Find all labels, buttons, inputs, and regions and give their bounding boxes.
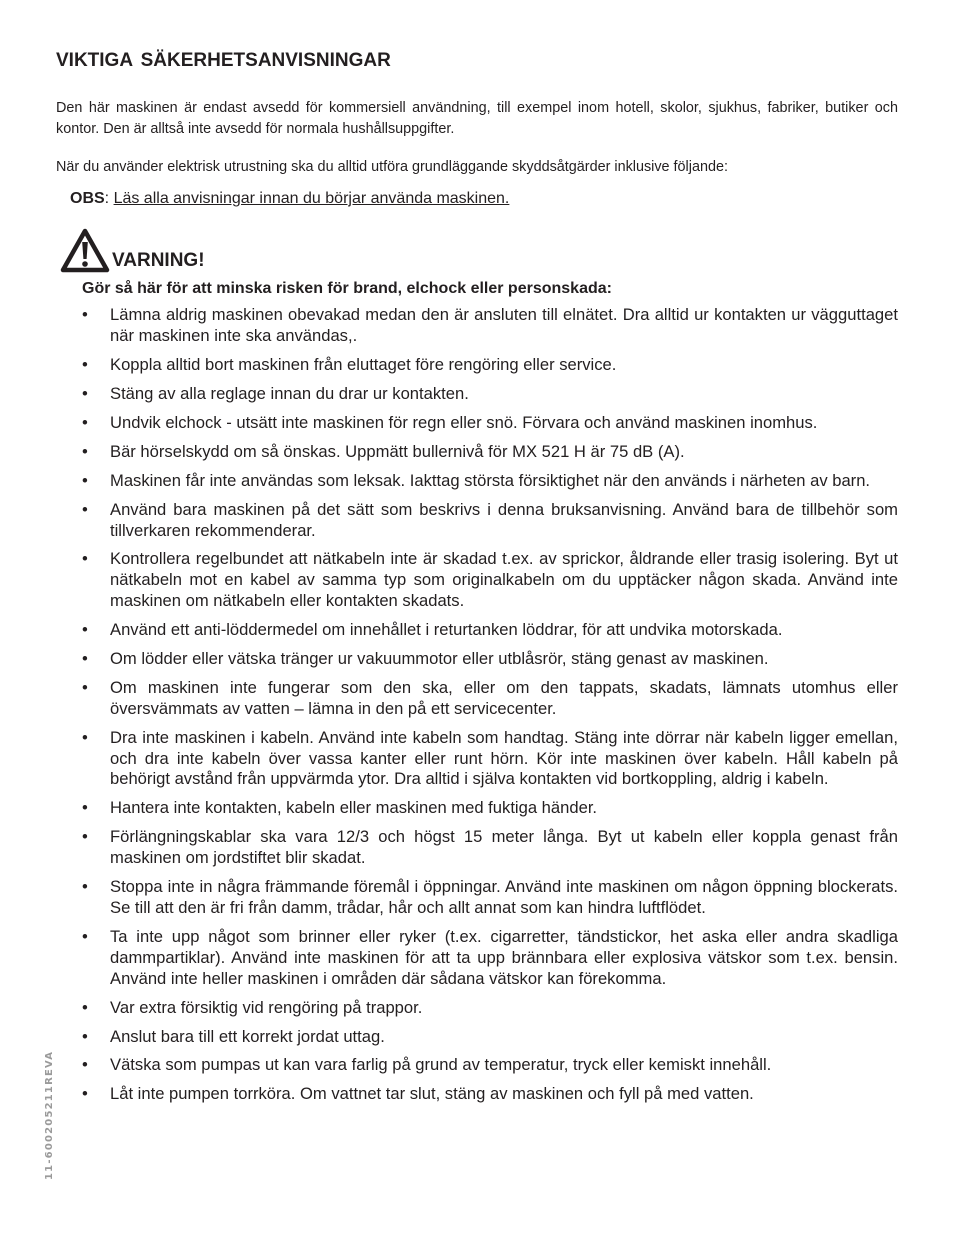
bullet-dot: • [82, 470, 88, 490]
list-item-text: Förlängningskablar ska vara 12/3 och högst 15 meter långa. Byt ut kabeln eller koppla genast från maskinen om jordstiftet blir skadat. [110, 827, 898, 868]
list-item [82, 413, 898, 434]
bullet-dot: • [82, 727, 88, 747]
list-item-text: Dra inte maskinen i kabeln. Använd inte kabeln som handtag. Stäng inte dörrar när kabeln ligger emellan, och dra inte kabeln över vassa kanter eller runt hörn. Kör inte maskinen över kabeln. Håll kabeln på behörigt avstånd från uppvärmda ytor. Dra alltid i själva kontakten vid bortkoppling, aldrig i kabeln. [110, 727, 898, 789]
bullet-dot: • [82, 441, 88, 461]
bullet-dot: • [82, 549, 88, 569]
intro-paragraph: Den här maskinen är endast avsedd för kommersiell användning, till exempel inom hotell, skolor, sjukhus, fabriker, butiker och kontor. Den är alltså inte avsedd för normala hushållsuppgifter. [56, 100, 898, 137]
list-item-text: Hantera inte kontakten, kabeln eller maskinen med fuktiga händer. [110, 798, 598, 818]
list-item-text: Undvik elchock - utsätt inte maskinen för regn eller snö. Förvara och använd maskinen inomhus. [110, 412, 818, 432]
list-item [82, 500, 898, 542]
bullet-dot: • [82, 354, 88, 374]
document-code: 11-600205211REVA [44, 1050, 55, 1180]
bullet-dot: • [82, 877, 88, 897]
list-item-text: Om maskinen inte fungerar som den ska, eller om den tappats, skadats, lämnats utomhus eller översvämmats av vatten – lämna in den på ett servicecenter. [110, 678, 898, 718]
list-item [82, 678, 898, 720]
bullet-dot: • [82, 1055, 88, 1075]
bullet-dot: • [82, 1084, 88, 1104]
list-item [82, 1084, 898, 1105]
document-page [56, 50, 898, 1113]
list-item [82, 442, 898, 463]
bullet-dot: • [82, 412, 88, 432]
list-item-text: Stäng av alla reglage innan du drar ur kontakten. [110, 383, 469, 403]
warning-title: VARNING! [112, 250, 205, 271]
list-item [82, 877, 898, 919]
list-item-text: Koppla alltid bort maskinen från eluttaget före rengöring eller service. [110, 354, 617, 374]
list-item-text: Lämna aldrig maskinen obevakad medan den är ansluten till elnätet. Dra alltid ur kontakten ur vägguttaget när maskinen inte ska användas,. [110, 305, 898, 345]
bullet-dot: • [82, 1026, 88, 1046]
list-item [82, 827, 898, 869]
warning-list [56, 305, 898, 1105]
page-title: VIKTIGA SÄKERHETSANVISNINGAR [56, 50, 391, 71]
obs-label: OBS [70, 190, 105, 207]
precaution-paragraph: När du använder elektrisk utrustning ska du alltid utföra grundläggande skyddsåtgärder inklusive följande: [56, 159, 728, 175]
list-item [82, 798, 898, 819]
list-item-text: Bär hörselskydd om så önskas. Uppmätt bullernivå för MX 521 H är 75 dB (A). [110, 441, 685, 461]
list-item-text: Kontrollera regelbundet att nätkabeln inte är skadad t.ex. av sprickor, åldrande eller trasig isolering. Byt ut nätkabeln mot en kabel av samma typ som originalkabeln om du upptäcker någon skada. Använd inte maskinen om nätkabeln eller kontakten skadats. [110, 549, 898, 611]
list-item-text: Maskinen får inte användas som leksak. Iakttag största försiktighet när den används i närheten av barn. [110, 470, 871, 490]
list-item [82, 471, 898, 492]
list-item-text: Anslut bara till ett korrekt jordat uttag. [110, 1026, 385, 1046]
bullet-dot: • [82, 926, 88, 946]
list-item [82, 728, 898, 790]
list-item [82, 384, 898, 405]
warning-triangle-icon [60, 228, 110, 274]
bullet-dot: • [82, 997, 88, 1017]
list-item [82, 927, 898, 989]
obs-text: Läs alla anvisningar innan du börjar använda maskinen. [113, 190, 510, 207]
list-item-text: Använd bara maskinen på det sätt som beskrivs i denna bruksanvisning. Använd bara de tillbehör som tillverkaren rekommenderar. [110, 499, 898, 540]
list-item [82, 1055, 898, 1076]
list-item [82, 355, 898, 376]
list-item-text: Var extra försiktig vid rengöring på trappor. [110, 997, 423, 1017]
list-item [82, 649, 898, 670]
bullet-dot: • [82, 499, 88, 519]
list-item-text: Vätska som pumpas ut kan vara farlig på grund av temperatur, tryck eller kemiskt innehåll. [110, 1055, 772, 1075]
warning-header [60, 222, 898, 274]
bullet-dot: • [82, 827, 88, 847]
bullet-dot: • [82, 620, 88, 640]
warning-lead: Gör så här för att minska risken för brand, elchock eller personskada: [82, 280, 612, 297]
list-item-text: Stoppa inte in några främmande föremål i öppningar. Använd inte maskinen om någon öppning blockerats. Se till att den är fri från damm, trådar, hår och allt annat som kan hindra luftflödet. [110, 877, 898, 917]
obs-separator: : [104, 190, 114, 207]
list-item-text: Ta inte upp något som brinner eller ryker (t.ex. cigarretter, tändstickor, het aska eller andra skadliga dammpartiklar). Använd inte maskinen för att ta upp brännbara eller explosiva vätskor som t.ex. bensin. Använd inte heller maskinen i områden där sådana vätskor kan förekomma. [110, 926, 898, 988]
bullet-dot: • [82, 383, 88, 403]
list-item [82, 1027, 898, 1048]
bullet-dot: • [82, 649, 88, 669]
list-item [82, 305, 898, 347]
bullet-dot: • [82, 305, 88, 324]
list-item-text: Använd ett anti-löddermedel om innehållet i returtanken löddrar, för att undvika motorskada. [110, 620, 783, 640]
list-item [82, 620, 898, 641]
list-item-text: Låt inte pumpen torrköra. Om vattnet tar slut, stäng av maskinen och fyll på med vatten. [110, 1084, 754, 1104]
bullet-dot: • [82, 798, 88, 818]
list-item-text: Om lödder eller vätska tränger ur vakuummotor eller utblåsrör, stäng genast av maskinen. [110, 649, 769, 669]
list-item [82, 549, 898, 611]
list-item [82, 998, 898, 1019]
obs-note [70, 188, 898, 210]
bullet-dot: • [82, 678, 88, 698]
